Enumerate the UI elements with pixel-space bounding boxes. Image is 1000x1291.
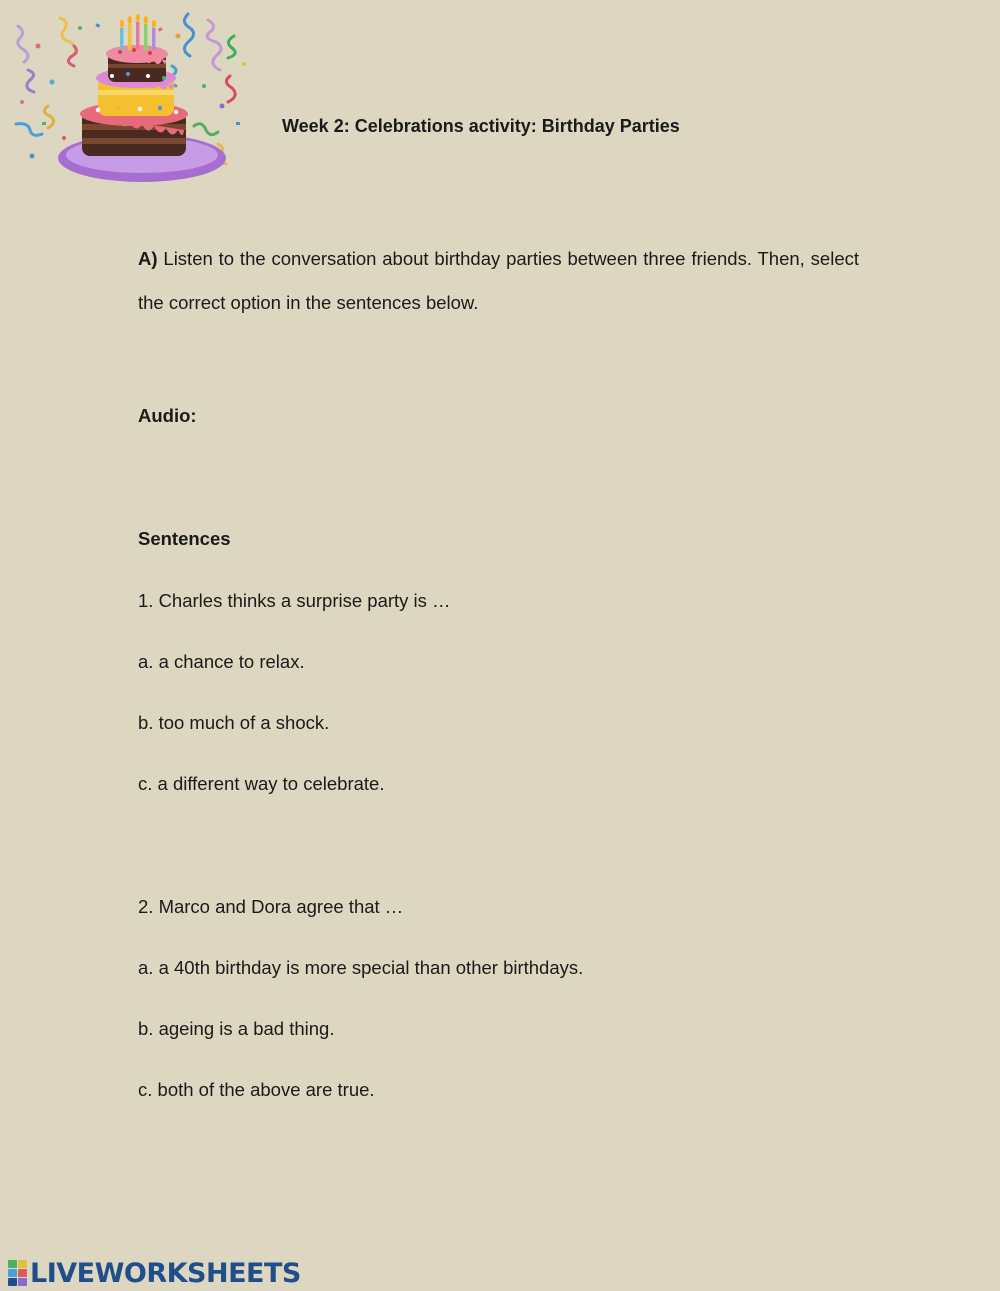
question-1-option-a[interactable]: a. a chance to relax.: [138, 651, 305, 672]
question-2-prompt: 2. Marco and Dora agree that …: [138, 896, 404, 917]
question-1-option-b[interactable]: b. too much of a shock.: [138, 712, 330, 733]
instructions-label: A): [138, 248, 158, 269]
audio-heading: Audio:: [138, 405, 197, 426]
instructions-text: Listen to the conversation about birthday parties between three friends. Then, select the correct option in the sentences below.: [138, 248, 860, 313]
question-2-option-a[interactable]: a. a 40th birthday is more special than other birthdays.: [138, 957, 584, 978]
page-title: Week 2: Celebrations activity: Birthday Parties: [282, 116, 680, 136]
liveworksheets-logo-icon: [8, 1260, 28, 1286]
question-1-option-c[interactable]: c. a different way to celebrate.: [138, 773, 385, 794]
liveworksheets-brand[interactable]: [8, 1258, 301, 1288]
liveworksheets-wordmark: LIVEWORKSHEETS: [30, 1257, 301, 1289]
birthday-cake-icon: [8, 6, 254, 188]
question-2-option-c[interactable]: c. both of the above are true.: [138, 1079, 375, 1100]
question-2-option-b[interactable]: b. ageing is a bad thing.: [138, 1018, 335, 1039]
instructions: [138, 237, 859, 325]
question-1-prompt: 1. Charles thinks a surprise party is …: [138, 590, 451, 611]
sentences-heading: Sentences: [138, 528, 231, 549]
